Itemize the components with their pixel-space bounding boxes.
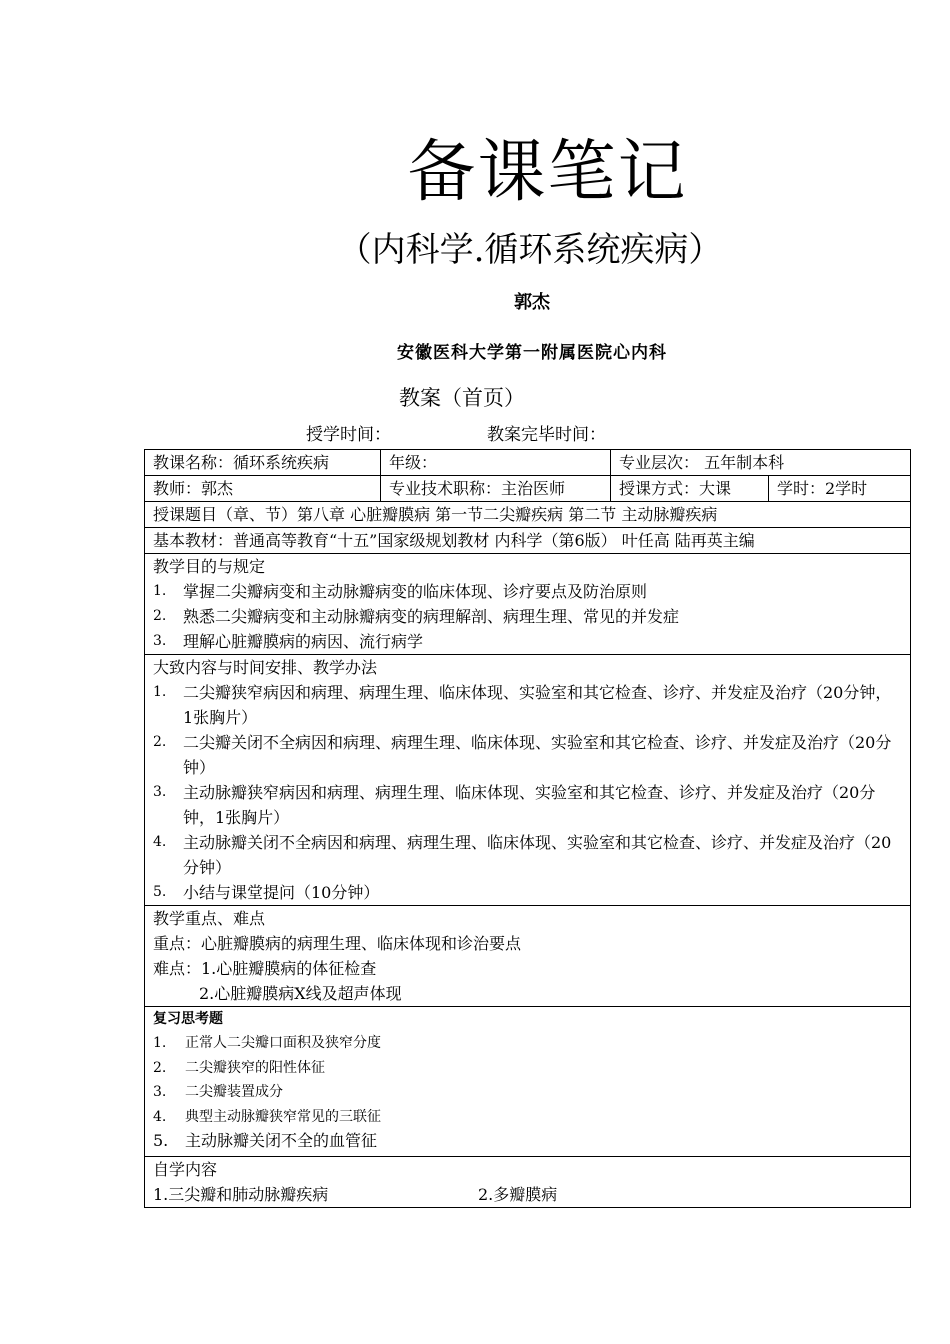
list-item: 3. 主动脉瓣狭窄病因和病理、病理生理、临床体现、实验室和其它检查、诊疗、并发症及治疗（20分钟，1张胸片） <box>153 783 876 827</box>
list-item: 3. 理解心脏瓣膜病的病因、流行病学 <box>153 632 424 651</box>
textbook-cell: 基本教材：普通高等教育“十五”国家级规划教材 内科学（第6版） 叶任高 陆再英主编 <box>145 528 911 554</box>
document-title: 备课笔记 <box>407 133 688 212</box>
topic-cell: 授课题目（章、节）第八章 心脏瓣膜病 第一节二尖瓣疾病 第二节 主动脉瓣疾病 <box>145 502 911 528</box>
finish-time-label: 教案完毕时间： <box>487 425 606 445</box>
list-item: 5. 小结与课堂提问（10分钟） <box>153 883 380 902</box>
time-row <box>306 423 606 447</box>
content-cell <box>145 655 911 906</box>
key-points-cell <box>145 906 911 1007</box>
organization-name: 安徽医科大学第一附属医院心内科 <box>397 343 667 363</box>
level-cell: 专业层次： 五年制本科 <box>611 450 911 476</box>
author-name: 郭杰 <box>514 292 550 313</box>
list-item: 2. 熟悉二尖瓣病变和主动脉瓣病变的病理解剖、病理生理、常见的并发症 <box>153 607 680 626</box>
method-cell: 授课方式：大课 <box>611 476 769 502</box>
rank-cell: 专业技术职称：主治医师 <box>381 476 611 502</box>
key-points-heading: 教学重点、难点 <box>153 909 266 928</box>
lesson-plan-table <box>144 449 911 1208</box>
lesson-plan-title: 教案（首页） <box>399 386 525 410</box>
list-item: 2. 二尖瓣狭窄的阳性体征 <box>153 1059 325 1076</box>
grade-cell: 年级： <box>381 450 611 476</box>
objectives-heading: 教学目的与规定 <box>153 557 266 576</box>
list-item: 1. 二尖瓣狭窄病因和病理、病理生理、临床体现、实验室和其它检查、诊疗、并发症及治疗（20分钟，1张胸片） <box>153 683 892 727</box>
self-study-item-1: 1.三尖瓣和肺动脉瓣疾病 <box>153 1185 329 1204</box>
document-subtitle: （内科学.循环系统疾病） <box>337 230 723 270</box>
key-point-text: 重点：心脏瓣膜病的病理生理、临床体现和诊治要点 <box>153 934 522 953</box>
list-item: 4. 主动脉瓣关闭不全病因和病理、病理生理、临床体现、实验室和其它检查、诊疗、并发症及治疗（20分钟） <box>153 833 892 877</box>
self-study-items <box>153 1182 910 1207</box>
content-heading: 大致内容与时间安排、教学办法 <box>153 658 378 677</box>
teach-time-label: 授学时间： <box>306 425 391 445</box>
list-item: 3. 二尖瓣装置成分 <box>153 1084 283 1100</box>
difficult-point-text: 难点：1.心脏瓣膜病的体征检查 <box>153 959 377 978</box>
self-study-cell <box>145 1157 911 1208</box>
course-name-cell: 教课名称：循环系统疾病 <box>145 450 381 476</box>
list-item: 5. 主动脉瓣关闭不全的血管征 <box>153 1131 378 1150</box>
list-item: 2. 二尖瓣关闭不全病因和病理、病理生理、临床体现、实验室和其它检查、诊疗、并发症及治疗（20分钟） <box>153 733 892 777</box>
self-study-heading: 自学内容 <box>153 1160 218 1179</box>
hours-cell: 学时：2学时 <box>769 476 911 502</box>
teacher-cell: 教师：郭杰 <box>145 476 381 502</box>
review-heading: 复习思考题 <box>153 1011 223 1027</box>
self-study-item-2: 2.多瓣膜病 <box>478 1185 558 1204</box>
list-item: 4. 典型主动脉瓣狭窄常见的三联征 <box>153 1108 381 1125</box>
objectives-cell <box>145 554 911 655</box>
list-item: 1. 掌握二尖瓣病变和主动脉瓣病变的临床体现、诊疗要点及防治原则 <box>153 582 648 601</box>
review-cell <box>145 1007 911 1157</box>
difficult-point-text-2: 2.心脏瓣膜病X线及超声体现 <box>199 984 402 1003</box>
list-item: 1. 正常人二尖瓣口面积及狭窄分度 <box>153 1035 381 1051</box>
